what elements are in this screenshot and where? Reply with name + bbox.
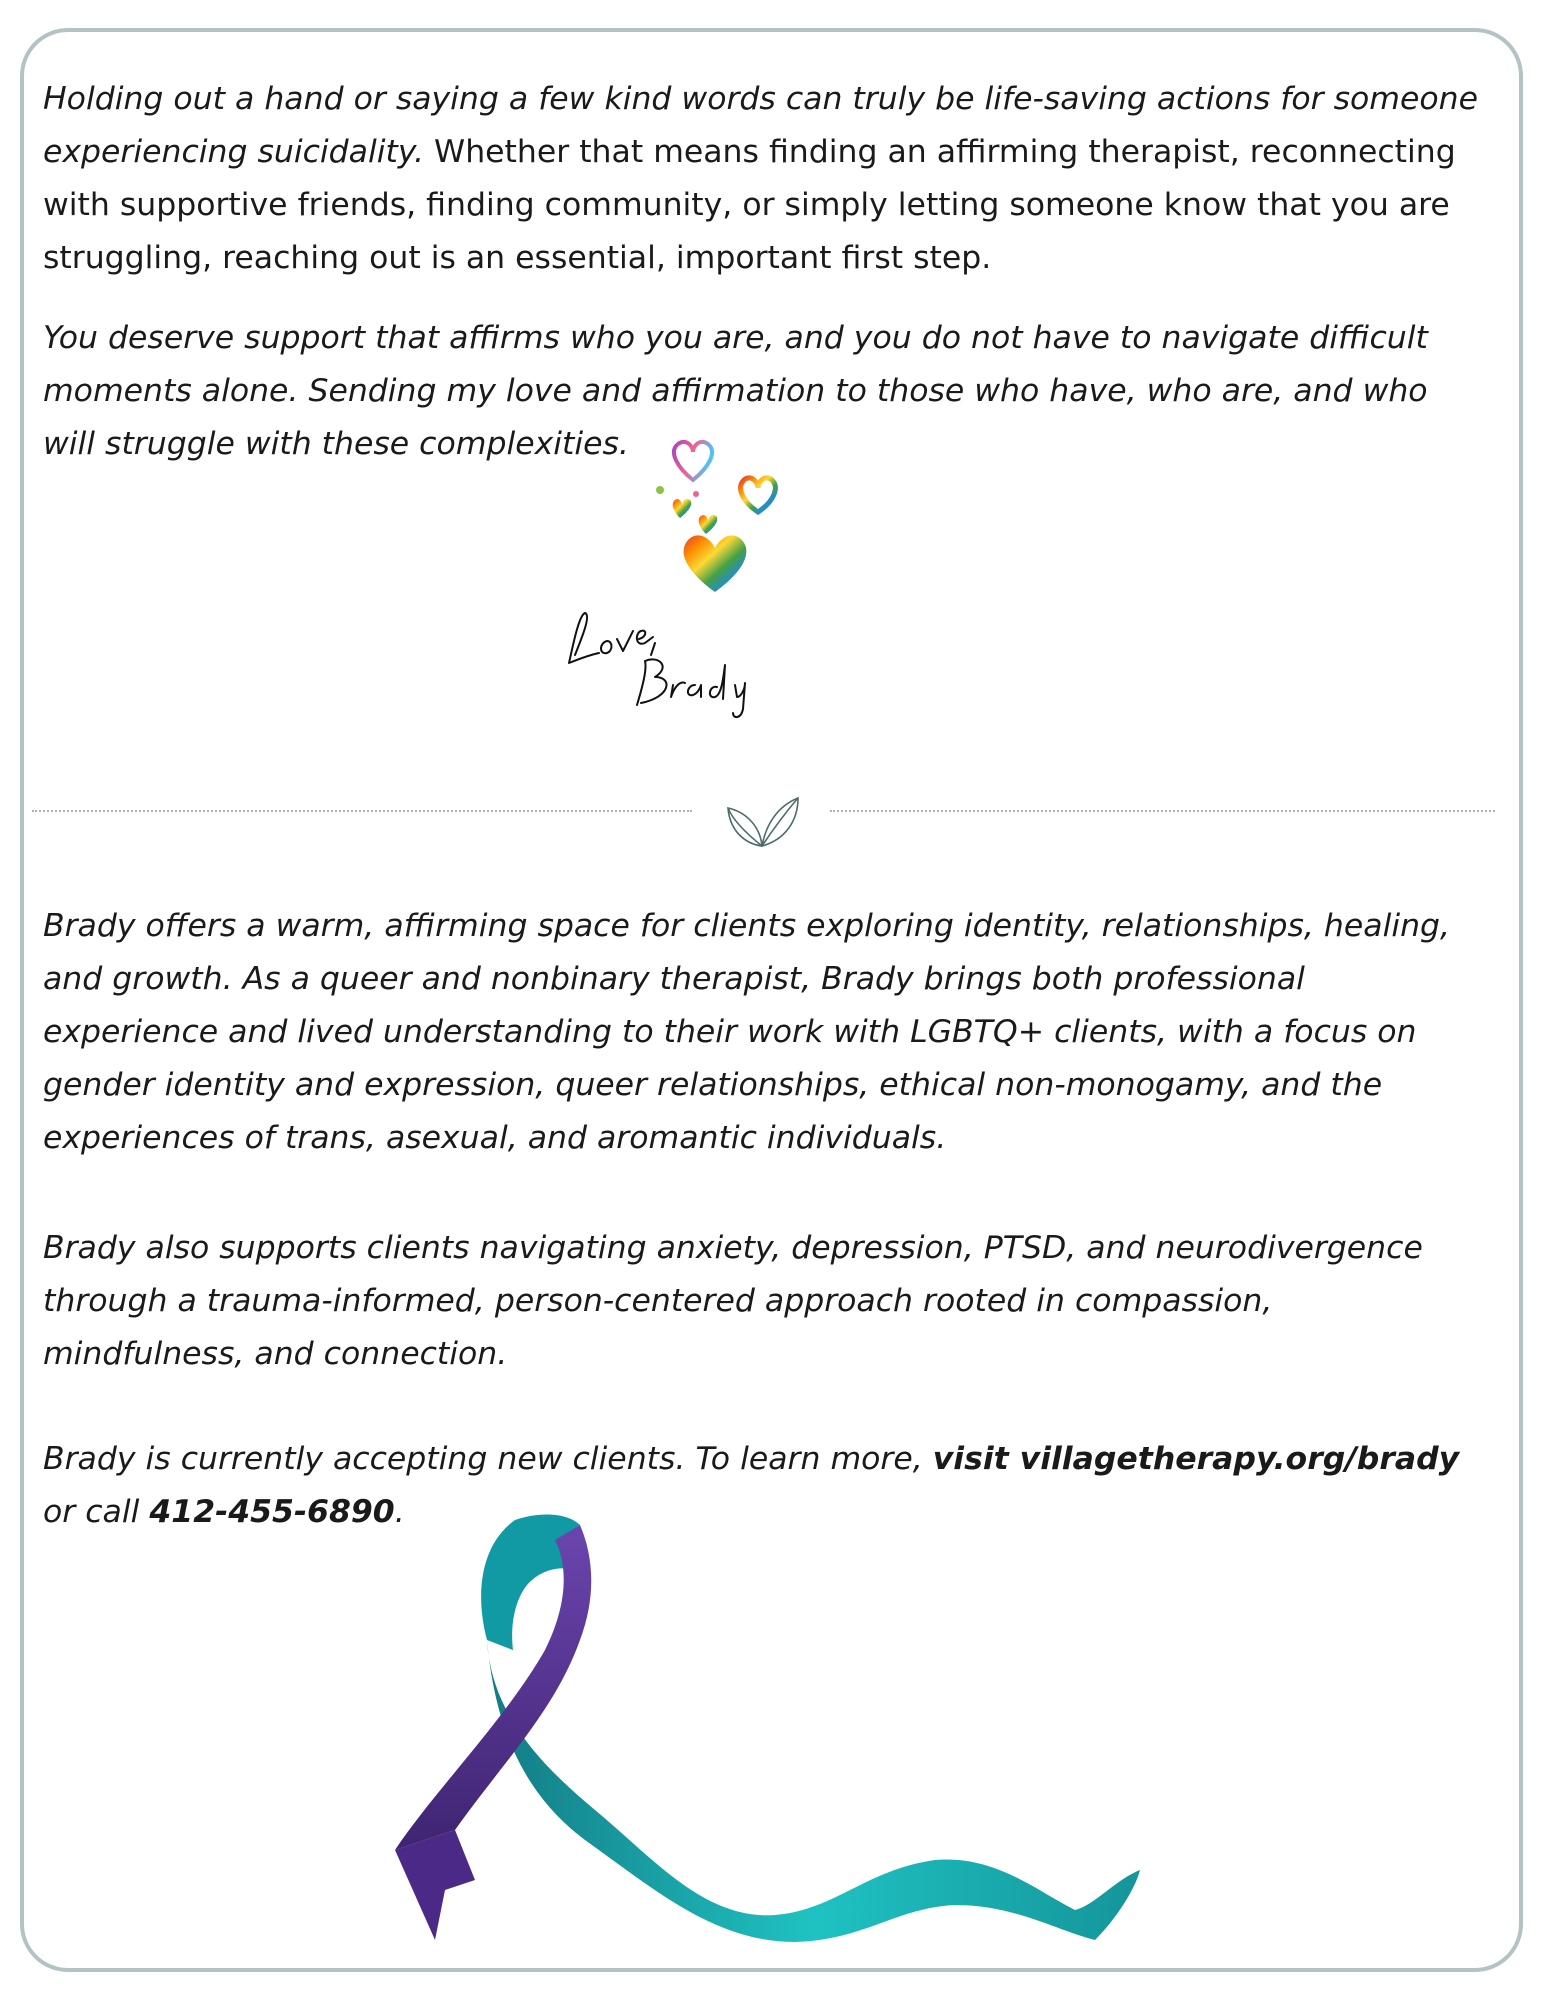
cta-website-link[interactable]: visit villagetherapy.org/brady xyxy=(932,1441,1460,1477)
intro-plain-text: Whether that means finding an affirming therapist, reconnecting with supportive friends, finding community, or simply letting someone know that you are struggling, reaching out is an essential, important first step. xyxy=(43,134,1456,276)
affirmation-paragraph: You deserve support that affirms who you are, and you do not have to navigate difficult moments alone. Sending my love and affirmation to those who have, who are, and who will struggle with these complexities. xyxy=(43,320,1428,462)
leaf-icon xyxy=(722,792,802,852)
bio-paragraph-2: Brady also supports clients navigating anxiety, depression, PTSD, and neurodivergence through a trauma-informed, person-centered approach rooted in compassion, mindfulness, and connection. xyxy=(43,1230,1423,1372)
divider-line-left xyxy=(32,810,692,812)
cta-prefix: Brady is currently accepting new clients. To learn more, xyxy=(43,1441,933,1477)
cta-middle: or call xyxy=(43,1494,150,1530)
cta-suffix: . xyxy=(394,1494,405,1530)
awareness-ribbon-icon xyxy=(395,1510,1155,1950)
divider-line-right xyxy=(830,810,1495,812)
signature-love-brady xyxy=(555,585,785,725)
intro-italic-text: Holding out a hand or saying a few kind words can truly be life-saving actions for someone experiencing suicidality. xyxy=(43,81,1478,170)
intro-paragraph xyxy=(43,73,1483,285)
bio-paragraph-1: Brady offers a warm, affirming space for clients exploring identity, relationships, healing, and growth. As a queer and nonbinary therapist, Brady brings both professional experience and lived understanding to their work with LGBTQ+ clients, with a focus on gender identity and expression, queer relationships, ethical non-monogamy, and the experiences of trans, asexual, and aromantic individuals. xyxy=(43,908,1451,1156)
cta-phone-number[interactable]: 412-455-6890 xyxy=(149,1494,395,1530)
